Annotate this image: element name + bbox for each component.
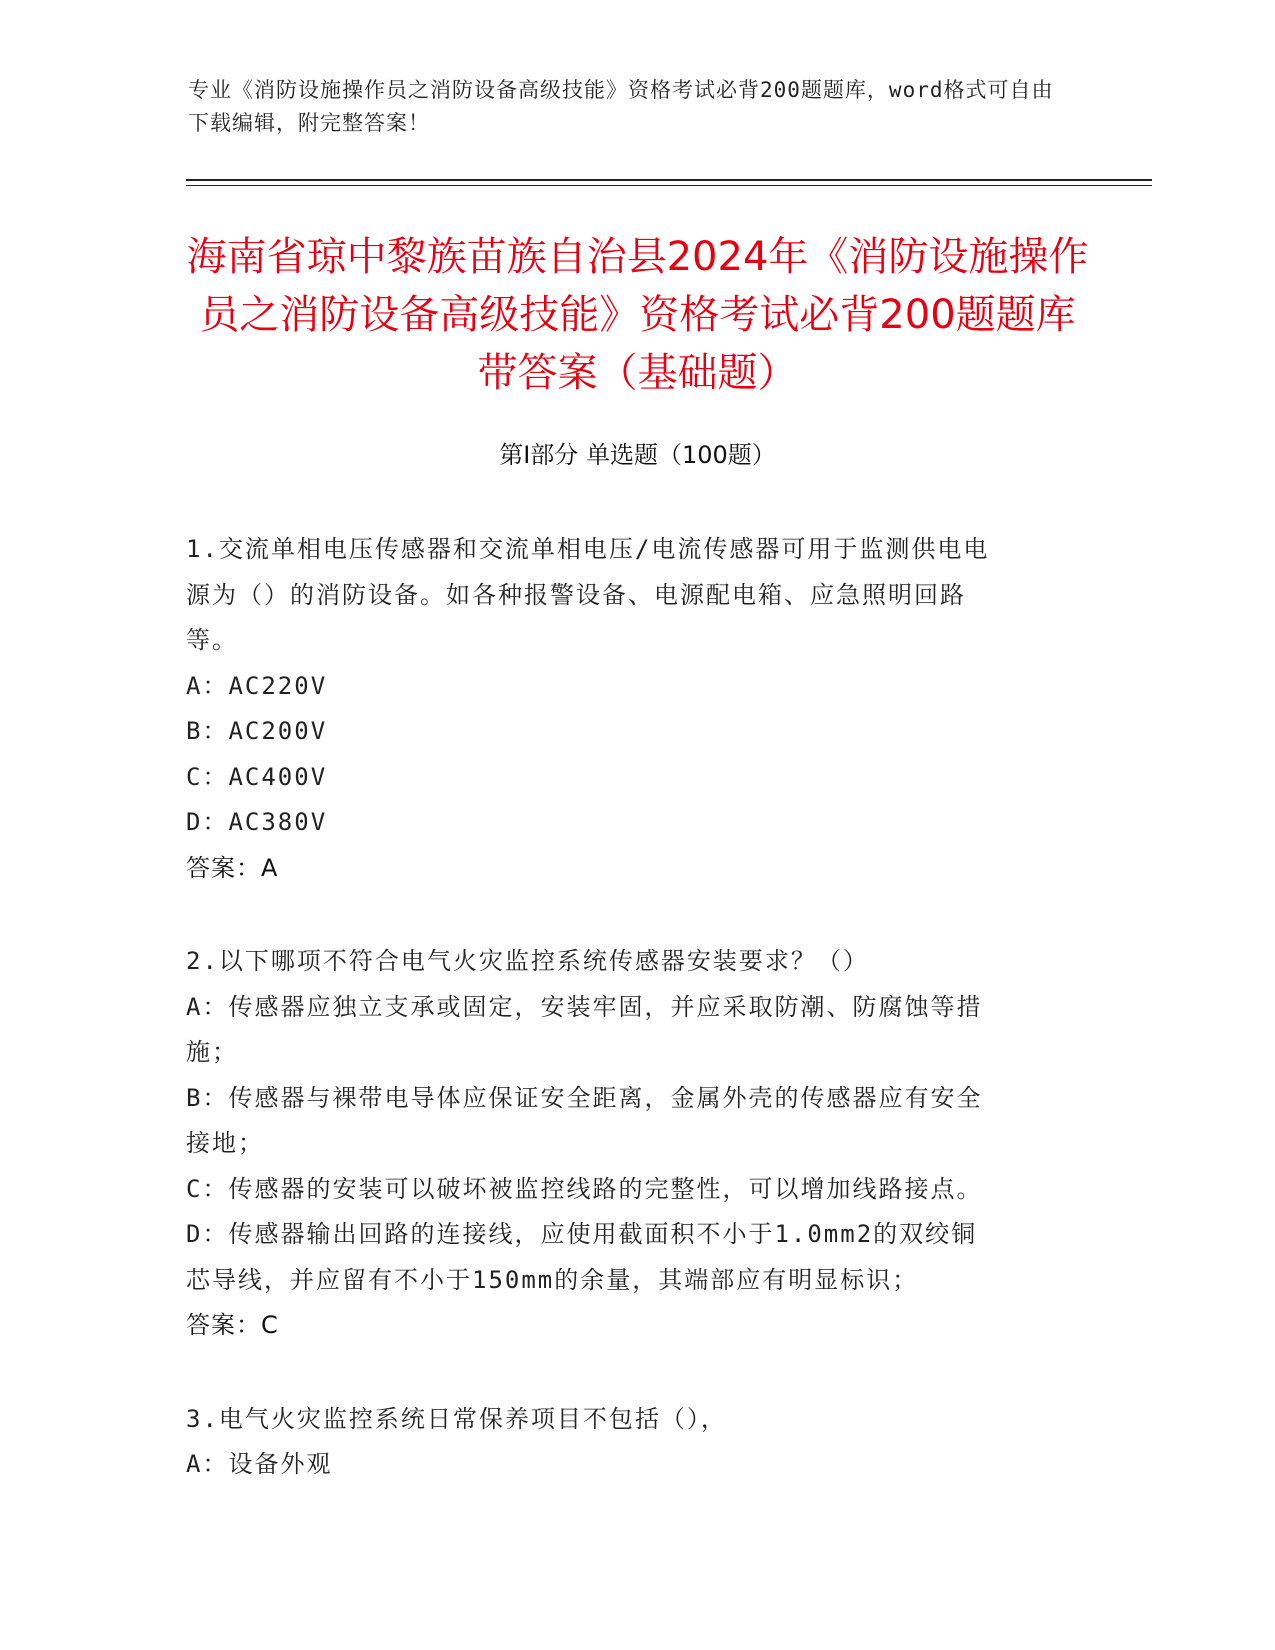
question-stem-line: 3.电气火灾监控系统日常保养项目不包括（）， [186, 1404, 727, 1433]
question-list [186, 527, 1076, 1536]
question-stem-line: 等。 [186, 626, 238, 654]
question-stem-line: 1.交流单相电压传感器和交流单相电压/电流传感器可用于监测供电电 [186, 535, 990, 563]
question-item [186, 527, 1076, 891]
option-d: D：传感器输出回路的连接线，应使用截面积不小于1.0mm2的双绞铜 [186, 1220, 978, 1248]
question-stem-line: 2.以下哪项不符合电气火灾监控系统传感器安装要求？（） [186, 947, 869, 975]
header-divider-thick [186, 179, 1152, 181]
option-d-continued: 芯导线，并应留有不小于150mm的余量，其端部应有明显标识； [186, 1265, 919, 1294]
question-item [186, 939, 1076, 1349]
header-divider-thin [186, 185, 1152, 186]
option-d: D：AC380V [186, 808, 328, 836]
option-a: A：AC220V [186, 671, 328, 700]
option-b-continued: 接地； [186, 1129, 264, 1157]
question-item [186, 1397, 1076, 1488]
option-b: B：AC200V [186, 717, 328, 745]
option-a: A：传感器应独立支承或固定，安装牢固，并应采取防潮、防腐蚀等措 [186, 992, 983, 1021]
header-note: 专业《消防设施操作员之消防设备高级技能》资格考试必背200题题库，word格式可自由下载编辑，附完整答案！ [188, 78, 1054, 135]
answer-line: 答案：C [186, 1311, 279, 1339]
option-a-continued: 施； [186, 1038, 238, 1066]
option-a: A：设备外观 [186, 1450, 333, 1478]
option-c: C：AC400V [186, 762, 328, 791]
document-title: 海南省琼中黎族苗族自治县2024年《消防设施操作员之消防设备高级技能》资格考试必背200题题库带答案（基础题） [186, 234, 1089, 396]
question-stem-line: 源为（）的消防设备。如各种报警设备、电源配电箱、应急照明回路 [186, 580, 966, 609]
section-heading: 第Ⅰ部分 单选题（100题） [499, 441, 776, 469]
option-b: B：传感器与裸带电导体应保证安全距离，金属外壳的传感器应有安全 [186, 1083, 983, 1112]
option-c: C：传感器的安装可以破坏被监控线路的完整性，可以增加线路接点。 [186, 1174, 983, 1203]
answer-line: 答案：A [186, 853, 279, 882]
